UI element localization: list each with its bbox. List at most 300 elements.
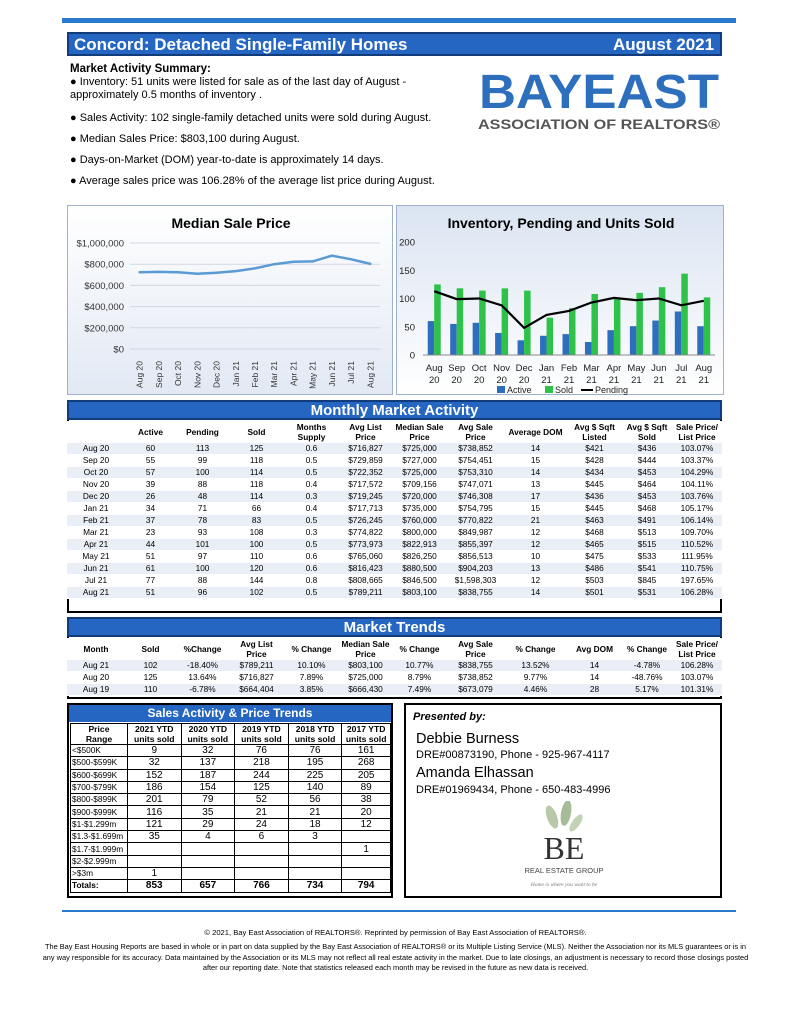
table-cell: Oct 20 (67, 467, 125, 479)
table-cell: $541 (622, 563, 672, 575)
disclaimer: The Bay East Housing Reports are based in whole or in part on data supplied by the Bay East Association of REALTORS® or its Multiple Listing Service (MLS). Neither the Association nor its MLS guarantees or is in any way responsible for its accuracy. Data maintained by the Association or its MLS may not reflect all real estate activity in the market. Due to late closings, an adjustment is necessary to record those closings posted after our reporting date. Note that statistics released each month may be revised in the future as new data is received. (42, 942, 749, 972)
table-cell: 5.17% (622, 684, 672, 696)
data-point (177, 271, 179, 273)
table-cell: 32 (127, 757, 181, 769)
table-cell: 0.6 (284, 563, 339, 575)
inventory-chart (396, 205, 724, 395)
table-cell: 104.29% (672, 467, 722, 479)
table-cell (342, 855, 391, 867)
active-bar (630, 326, 637, 355)
table-cell (181, 867, 235, 879)
data-point (138, 271, 140, 273)
table-cell: 12 (504, 527, 567, 539)
table-cell: $722,352 (339, 467, 392, 479)
active-bar (652, 321, 659, 355)
table-cell: 24 (235, 818, 289, 830)
table-cell: 118 (229, 479, 284, 491)
table-cell: $800-$899K (71, 794, 128, 806)
x-tick-label: Dec 20 (211, 361, 222, 388)
table-cell: 116 (127, 806, 181, 818)
summary-bullet: ● Median Sales Price: $803,100 during August. (70, 133, 300, 145)
table-cell: $465 (567, 539, 622, 551)
sales-header-line: Range (85, 734, 113, 744)
table-row (71, 818, 391, 830)
table-cell (127, 855, 181, 867)
report-month: August 2021 (613, 35, 715, 54)
table-cell: $600-$699K (71, 769, 128, 781)
table-cell: Aug 21 (67, 660, 125, 672)
data-point (331, 254, 333, 256)
table-cell: 114 (229, 491, 284, 503)
monthly-header: Sold (229, 421, 284, 443)
table-cell: 106.14% (672, 515, 722, 527)
table-row (67, 527, 722, 539)
x-tick-label: 21 (586, 375, 597, 386)
table-cell (288, 867, 342, 879)
legend-swatch (545, 386, 553, 393)
table-cell: 0.3 (284, 491, 339, 503)
table-cell: 51 (125, 587, 176, 599)
table-cell: 52 (235, 794, 289, 806)
table-cell: $726,245 (339, 515, 392, 527)
table-cell: $1-$1.299m (71, 818, 128, 830)
table-row (67, 551, 722, 563)
table-cell: $765,060 (339, 551, 392, 563)
table-cell: 0.5 (284, 455, 339, 467)
x-tick-label: Jun (651, 363, 667, 374)
table-cell: $666,430 (339, 684, 392, 696)
data-point (215, 271, 217, 273)
table-cell: Feb 21 (67, 515, 125, 527)
table-cell: 57 (125, 467, 176, 479)
sales-title: Sales Activity & Price Trends (69, 705, 391, 722)
table-cell: $513 (622, 527, 672, 539)
table-cell: 125 (229, 443, 284, 455)
totals-row (71, 880, 391, 892)
table-cell: $880,500 (392, 563, 447, 575)
table-cell: 114 (229, 467, 284, 479)
table-cell: 18 (288, 818, 342, 830)
table-cell: $826,250 (392, 551, 447, 563)
table-cell: $774,822 (339, 527, 392, 539)
monthly-header: Avg List Price (339, 421, 392, 443)
trends-header: % Change (622, 638, 672, 660)
table-cell: $727,000 (392, 455, 447, 467)
sales-header-line: units sold (345, 734, 387, 744)
sales-header (127, 724, 181, 745)
monthly-header: Median Sale Price (392, 421, 447, 443)
table-cell: $503 (567, 575, 622, 587)
x-tick-label: 21 (676, 375, 687, 386)
table-cell: 13 (504, 479, 567, 491)
x-tick-label: 20 (428, 375, 440, 386)
table-cell: $1,598,303 (447, 575, 504, 587)
table-cell (342, 831, 391, 843)
table-cell: 268 (342, 757, 391, 769)
sales-header-line: 2017 YTD (346, 724, 386, 734)
x-tick-label: Jun 21 (326, 361, 337, 387)
trends-header: Median Sale Price (339, 638, 392, 660)
monthly-header: Avg $ Sqft Sold (622, 421, 672, 443)
trends-header: Month (67, 638, 125, 660)
data-point (196, 273, 198, 275)
table-cell: 105.17% (672, 503, 722, 515)
median-price-svg (68, 206, 394, 396)
table-cell: 0.5 (284, 467, 339, 479)
y-tick-label: 0 (409, 350, 415, 362)
table-cell: Aug 21 (67, 587, 125, 599)
x-tick-label: Nov 20 (192, 361, 203, 388)
table-cell: 79 (181, 794, 235, 806)
agent-2-name: Amanda Elhassan (416, 765, 534, 781)
table-cell: $725,000 (392, 443, 447, 455)
table-cell: $725,000 (392, 467, 447, 479)
table-cell: $746,308 (447, 491, 504, 503)
table-cell: $803,100 (392, 587, 447, 599)
table-cell: 101.31% (672, 684, 722, 696)
table-cell: 76 (235, 745, 289, 757)
brand-tagline: Home is where you want to be (530, 882, 598, 888)
sales-header (342, 724, 391, 745)
sold-bar (547, 318, 554, 355)
table-cell: $719,245 (339, 491, 392, 503)
table-row (67, 587, 722, 599)
table-cell: 3.85% (284, 684, 339, 696)
table-cell: 77 (125, 575, 176, 587)
table-cell: 99 (176, 455, 229, 467)
table-cell: 93 (176, 527, 229, 539)
table-cell: $421 (567, 443, 622, 455)
table-row (71, 769, 391, 781)
logo-name: BAYEAST (479, 66, 719, 119)
table-cell: $855,397 (447, 539, 504, 551)
summary-bullet: ● Sales Activity: 102 single-family detached units were sold during August. (70, 112, 432, 124)
table-cell: 0.6 (284, 551, 339, 563)
table-cell: 0.5 (284, 539, 339, 551)
table-cell: Apr 21 (67, 539, 125, 551)
table-cell: 195 (288, 757, 342, 769)
table-cell (181, 855, 235, 867)
table-cell: 4 (181, 831, 235, 843)
table-cell: 218 (235, 757, 289, 769)
table-row (71, 843, 391, 855)
sales-activity-panel (67, 703, 393, 898)
table-cell: 0.8 (284, 575, 339, 587)
sales-header-line: Price (88, 724, 110, 734)
table-row (67, 479, 722, 491)
table-cell: $1.7-$1.999m (71, 843, 128, 855)
table-cell: 125 (125, 672, 176, 684)
monthly-title: Monthly Market Activity (67, 400, 722, 420)
active-bar (607, 330, 614, 355)
table-cell: 14 (567, 660, 622, 672)
table-cell: 34 (125, 503, 176, 515)
table-cell: Totals: (71, 880, 128, 892)
leaf-icon (543, 804, 561, 830)
table-cell: 0.3 (284, 527, 339, 539)
table-cell: $436 (567, 491, 622, 503)
x-tick-label: Mar 21 (269, 361, 280, 388)
table-cell: $754,795 (447, 503, 504, 515)
table-cell: 17 (504, 491, 567, 503)
table-row (67, 660, 722, 672)
table-cell: $900-$999K (71, 806, 128, 818)
table-cell: $803,100 (339, 660, 392, 672)
table-cell: $664,404 (229, 684, 284, 696)
table-cell: $2-$2.999m (71, 855, 128, 867)
trends-header: Avg Sale Price (447, 638, 504, 660)
table-cell: 28 (567, 684, 622, 696)
table-cell: 100 (176, 563, 229, 575)
x-tick-label: Apr (606, 363, 622, 374)
sold-bar (569, 308, 576, 355)
inventory-svg (397, 206, 725, 396)
table-cell: $735,000 (392, 503, 447, 515)
table-row (67, 503, 722, 515)
x-tick-label: 21 (608, 375, 620, 386)
sales-header-line: 2021 YTD (134, 724, 174, 734)
x-tick-label: Aug (425, 363, 443, 374)
monthly-header: Months Supply (284, 421, 339, 443)
table-row (71, 794, 391, 806)
table-cell (288, 843, 342, 855)
table-cell: 152 (127, 769, 181, 781)
charts-row (67, 205, 724, 395)
logo-sub: ASSOCIATION OF REALTORS® (478, 117, 721, 132)
table-cell: 187 (181, 769, 235, 781)
active-bar (450, 324, 457, 355)
table-cell: 88 (176, 575, 229, 587)
table-cell: $533 (622, 551, 672, 563)
active-bar (495, 333, 502, 355)
table-row (67, 443, 722, 455)
table-cell: May 21 (67, 551, 125, 563)
table-cell: 100 (176, 467, 229, 479)
table-cell: $773,973 (339, 539, 392, 551)
median-price-chart (67, 205, 393, 395)
table-cell: 201 (127, 794, 181, 806)
sold-bar (524, 291, 531, 355)
table-cell: $904,203 (447, 563, 504, 575)
table-cell: 21 (235, 806, 289, 818)
table-cell: 110.52% (672, 539, 722, 551)
sales-header-line: 2020 YTD (188, 724, 228, 734)
bayeast-logo (474, 66, 724, 136)
table-cell: $789,211 (339, 587, 392, 599)
table-cell (235, 843, 289, 855)
table-cell: $428 (567, 455, 622, 467)
monthly-header (67, 421, 125, 443)
sales-header (288, 724, 342, 745)
data-point (311, 260, 313, 262)
table-cell: 10.10% (284, 660, 339, 672)
table-cell: $747,071 (447, 479, 504, 491)
table-cell: 35 (181, 806, 235, 818)
x-tick-label: Aug 20 (134, 361, 145, 388)
table-cell: >$3m (71, 867, 128, 879)
table-row (71, 781, 391, 793)
table-cell: -18.40% (176, 660, 229, 672)
table-cell: 44 (125, 539, 176, 551)
brand-monogram-icon: BE (543, 830, 585, 866)
table-cell: 657 (181, 880, 235, 892)
x-tick-label: Sep (448, 363, 466, 374)
sold-bar (434, 284, 441, 355)
table-cell: Jun 21 (67, 563, 125, 575)
sold-bar (502, 288, 509, 355)
leaf-icon (559, 801, 573, 827)
market-summary (70, 63, 460, 196)
table-row (67, 515, 722, 527)
legend-label: Pending (595, 385, 629, 395)
table-row (71, 757, 391, 769)
legend-swatch (497, 386, 505, 393)
table-cell: $770,822 (447, 515, 504, 527)
table-cell: 103.37% (672, 455, 722, 467)
table-cell: 32 (181, 745, 235, 757)
table-cell: 102 (229, 587, 284, 599)
table-cell: 766 (235, 880, 289, 892)
table-cell: $738,852 (447, 672, 504, 684)
table-cell: $515 (622, 539, 672, 551)
x-tick-label: Jul (675, 363, 688, 374)
table-cell: 35 (127, 831, 181, 843)
table-cell: Jul 21 (67, 575, 125, 587)
table-cell: $856,513 (447, 551, 504, 563)
agent-1-name: Debbie Burness (416, 731, 520, 747)
table-cell: $725,000 (339, 672, 392, 684)
table-cell: 23 (125, 527, 176, 539)
table-cell: 21 (504, 515, 567, 527)
table-cell: $531 (622, 587, 672, 599)
chart-title: Median Sale Price (171, 215, 291, 231)
chart-title: Inventory, Pending and Units Sold (447, 215, 675, 231)
table-cell: 186 (127, 781, 181, 793)
y-tick-label: $200,000 (84, 323, 124, 335)
table-cell: 26 (125, 491, 176, 503)
x-tick-label: 21 (563, 375, 575, 386)
table-cell: $816,423 (339, 563, 392, 575)
x-tick-label: Jan 21 (230, 361, 241, 387)
table-cell: 9.77% (504, 672, 567, 684)
table-cell: 110.75% (672, 563, 722, 575)
agent-1-info: DRE#00873190, Phone - 925-967-4117 (416, 749, 610, 761)
table-cell: 1 (127, 867, 181, 879)
x-tick-label: 21 (631, 375, 642, 386)
table-cell: $716,827 (229, 672, 284, 684)
table-cell: -6.78% (176, 684, 229, 696)
table-row (67, 684, 722, 696)
table-cell: $444 (622, 455, 672, 467)
summary-bullet: ● Inventory: 51 units were listed for sale as of the last day of August - approximately 0.5 months of inventory . (70, 76, 407, 101)
data-point (158, 271, 160, 273)
title-bar (67, 32, 722, 56)
table-cell: $760,000 (392, 515, 447, 527)
table-cell: 61 (125, 563, 176, 575)
table-cell: 118 (229, 455, 284, 467)
table-cell (288, 855, 342, 867)
x-tick-label: Aug 21 (365, 361, 376, 388)
table-cell: 104.11% (672, 479, 722, 491)
table-row (67, 539, 722, 551)
monthly-header: Avg Sale Price (447, 421, 504, 443)
x-tick-label: May 21 (307, 361, 318, 389)
table-cell: 14 (504, 587, 567, 599)
x-tick-label: Mar (583, 363, 600, 374)
active-bar (675, 311, 682, 355)
monthly-header: Avg $ Sqft Listed (567, 421, 622, 443)
table-cell: 14 (504, 467, 567, 479)
table-cell: 100 (229, 539, 284, 551)
table-cell: Aug 20 (67, 672, 125, 684)
y-tick-label: $600,000 (84, 280, 124, 292)
x-tick-label: 20 (496, 375, 507, 386)
table-row (71, 745, 391, 757)
table-cell: 51 (125, 551, 176, 563)
table-cell: 853 (127, 880, 181, 892)
table-cell: 13 (504, 563, 567, 575)
table-cell (342, 867, 391, 879)
data-point (235, 270, 237, 272)
table-cell: $754,451 (447, 455, 504, 467)
sold-bar (681, 274, 688, 355)
active-bar (697, 326, 704, 355)
sold-bar (659, 287, 666, 355)
table-cell: $845 (622, 575, 672, 587)
table-cell: 4.46% (504, 684, 567, 696)
table-cell (235, 867, 289, 879)
table-cell: 10 (504, 551, 567, 563)
page-title: Concord: Detached Single-Family Homes (74, 35, 408, 54)
table-cell: 205 (342, 769, 391, 781)
trends-header: Sale Price/ List Price (672, 638, 722, 660)
table-cell: Aug 20 (67, 443, 125, 455)
table-cell: 15 (504, 503, 567, 515)
table-cell: 103.76% (672, 491, 722, 503)
table-cell: 106.28% (672, 660, 722, 672)
table-cell: 110 (229, 551, 284, 563)
monthly-header: Sale Price/ List Price (672, 421, 722, 443)
table-cell: $822,913 (392, 539, 447, 551)
active-bar (428, 321, 435, 355)
x-tick-label: 20 (451, 375, 462, 386)
table-cell: $800,000 (392, 527, 447, 539)
table-row (71, 831, 391, 843)
table-cell: 197.65% (672, 575, 722, 587)
trends-header: % Change (504, 638, 567, 660)
table-cell (127, 843, 181, 855)
table-cell: 3 (288, 831, 342, 843)
table-cell: $1.3-$1.699m (71, 831, 128, 843)
x-tick-label: Aug (695, 363, 713, 374)
table-cell: 38 (342, 794, 391, 806)
table-cell: 0.4 (284, 503, 339, 515)
table-cell: $720,000 (392, 491, 447, 503)
table-row (67, 575, 722, 587)
sales-header-line: units sold (241, 734, 282, 744)
x-tick-label: Feb (560, 363, 578, 374)
brand-name: REAL ESTATE GROUP (524, 866, 604, 875)
table-cell: Dec 20 (67, 491, 125, 503)
table-cell: $445 (567, 479, 622, 491)
table-cell: $436 (622, 443, 672, 455)
trends-header: Avg DOM (567, 638, 622, 660)
table-cell: 20 (342, 806, 391, 818)
table-cell: 1 (342, 843, 391, 855)
y-tick-label: $800,000 (84, 259, 124, 271)
table-cell: $464 (622, 479, 672, 491)
table-cell: 14 (567, 672, 622, 684)
